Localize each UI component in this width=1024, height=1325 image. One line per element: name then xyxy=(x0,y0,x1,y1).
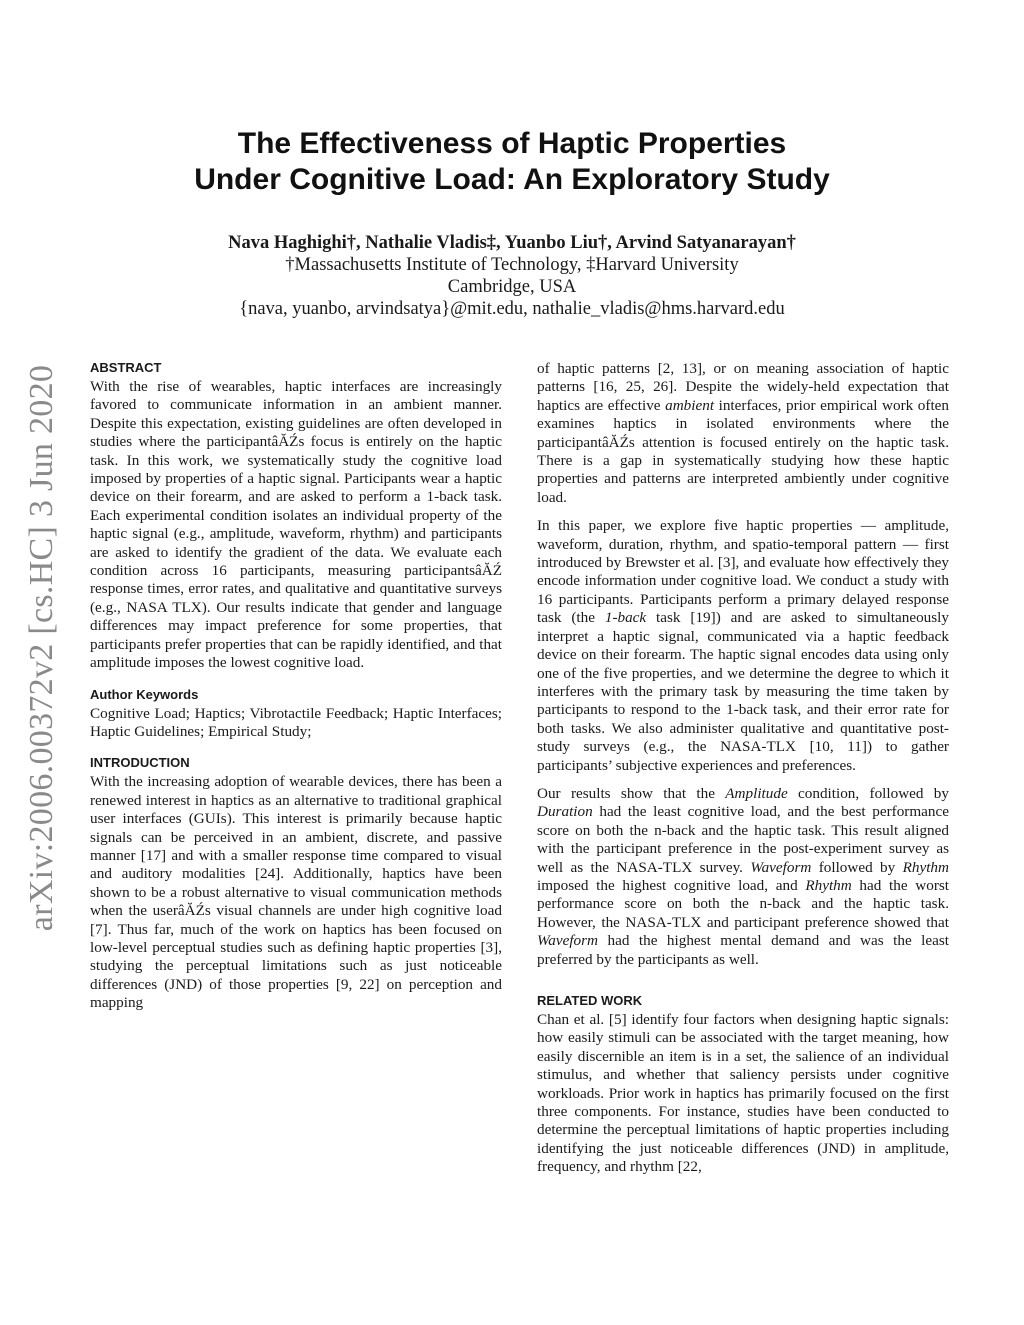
keywords-text: Cognitive Load; Haptics; Vibrotactile Feedback; Haptic Interfaces; Haptic Guidelines; Empirical Study; xyxy=(90,704,502,740)
location: Cambridge, USA xyxy=(447,277,577,297)
related-work-text: Chan et al. [5] identify four factors when designing haptic signals: how easily stimuli can be associated with the target meaning, how easily discernible an item is in a set, the salience of an individual stimulus, and whether that saliency persists under cognitive workloads. Prior work in haptics has primarily focused on the first three components. For instance, studies have been conducted to determine the perceptual limitations of haptic properties including identifying the just noticeable differences (JND) in amplitude, frequency, and rhythm [22, xyxy=(537,1011,949,1176)
abstract-text: With the rise of wearables, haptic interfaces are increasingly favored to communicate information in an ambient manner. Despite this expectation, existing guidelines are often developed in studies where the participantâĂŹs focus is entirely on the haptic task. In this work, we systematically study the cognitive load imposed by properties of a haptic signal. Participants wear a haptic device on their forearm, and are asked to perform a 1-back task. Each experimental condition isolates an individual property of the haptic signal (e.g., amplitude, waveform, rhythm) and participants are asked to identify the gradient of the data. We evaluate each condition across 16 participants, measuring participantsâĂŹ response times, error rates, and qualitative and quantitative surveys (e.g., NASA TLX). Our results indicate that gender and language differences may impact preference for some properties, that participants prefer properties that can be rapidly identified, and that amplitude imposes the lowest cognitive load. xyxy=(90,378,502,672)
right-column xyxy=(537,360,949,1177)
author-block xyxy=(0,232,1024,320)
author-list: Nava Haghighi†, Nathalie Vladis‡, Yuanbo Liu†, Arvind Satyanarayan† xyxy=(228,233,796,253)
arxiv-identifier: arXiv:2006.00372v2 [cs.HC] 3 Jun 2020 xyxy=(23,364,60,932)
left-column xyxy=(90,360,502,1013)
intro-paragraph-2: In this paper, we explore five haptic properties — amplitude, waveform, duration, rhythm, and spatio-temporal pattern — first introduced by Brewster et al. [3], and evaluate how effectively they encode information under cognitive load. We conduct a study with 16 participants. Participants perform a primary delayed response task (the 1-back task [19]) and are asked to simultaneously interpret a haptic signal, communicated via a haptic feedback device on their forearm. The haptic signal encodes data using only one of the five properties, and we determine the degree to which it interferes with the primary task by measuring the time taken by participants to respond to the 1-back task, and their error rate for both tasks. We also administer qualitative and quantitative post-study surveys (e.g., the NASA-TLX [10, 11]) to gather participants’ subjective experiences and preferences. xyxy=(537,517,949,774)
introduction-text: With the increasing adoption of wearable devices, there has been a renewed interest in haptics as an alternative to traditional graphical user interfaces (GUIs). This interest is primarily because haptic signals can be perceived in an ambient, discrete, and passive manner [17] and with a smaller response time compared to visual and auditory modalities [24]. Additionally, haptics have been shown to be a robust alternative to visual communication methods when the userâĂŹs visual channels are under high cognitive load [7]. Thus far, much of the work on haptics has been focused on low-level perceptual studies such as defining haptic properties [3], studying the perceptual limitations such as just noticeable differences (JND) of those properties [9, 22] on perception and mapping xyxy=(90,773,502,1012)
intro-paragraph-3: Our results show that the Amplitude condition, followed by Duration had the least cognitive load, and the best performance score on both the n-back and the haptic task. This result aligned with the participant preference in the post-experiment survey as well as the NASA-TLX survey. Waveform followed by Rhythm imposed the highest cognitive load, and Rhythm had the worst performance score on both the n-back and the haptic task. However, the NASA-TLX and participant preference showed that Waveform had the highest mental demand and was the least preferred by the participants as well. xyxy=(537,784,950,968)
keywords-heading: Author Keywords xyxy=(90,686,199,702)
abstract-heading: ABSTRACT xyxy=(90,360,162,375)
related-work-heading: RELATED WORK xyxy=(537,993,643,1008)
title-line-1: The Effectiveness of Haptic Properties xyxy=(237,127,787,160)
title-line-2: Under Cognitive Load: An Exploratory Study xyxy=(194,163,830,196)
author-emails: {nava, yuanbo, arvindsatya}@mit.edu, nathalie_vladis@hms.harvard.edu xyxy=(239,299,785,319)
intro-paragraph-1: of haptic patterns [2, 13], or on meaning association of haptic patterns [16, 25, 26]. Despite the widely-held expectation that haptics are effective ambient interfaces, prior empirical work often examines haptics in isolated environments where the participantâĂŹs attention is focused entirely on the haptic task. There is a gap in systematically studying how these haptic properties and patterns are interpreted ambiently under cognitive load. xyxy=(537,360,949,506)
introduction-heading: INTRODUCTION xyxy=(90,755,190,771)
paper-title xyxy=(0,126,1024,198)
affiliation: †Massachusetts Institute of Technology, ‡Harvard University xyxy=(285,255,739,275)
